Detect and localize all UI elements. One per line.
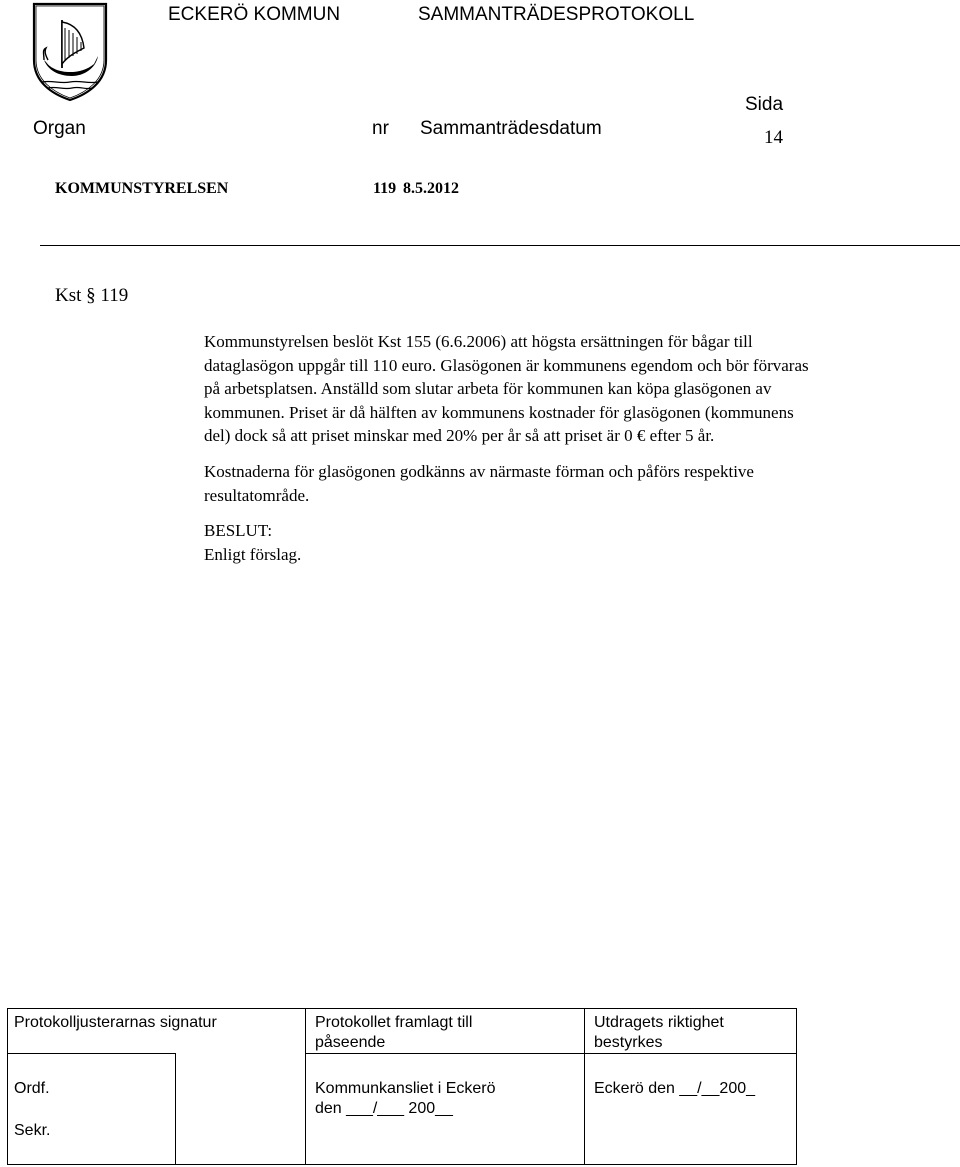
signature-table	[7, 1008, 797, 1165]
organ-value: KOMMUNSTYRELSEN	[55, 180, 229, 197]
table-divider	[305, 1009, 306, 1164]
coat-of-arms-logo	[32, 2, 108, 102]
certification-date: Eckerö den __/__200_	[594, 1080, 756, 1097]
posted-location: Kommunkansliet i Eckerö	[315, 1080, 496, 1097]
header-divider	[40, 245, 960, 246]
chairman-label: Ordf.	[14, 1080, 50, 1097]
section-reference: Kst § 119	[55, 285, 129, 306]
table-divider	[175, 1053, 176, 1164]
nr-label: nr	[372, 118, 389, 139]
table-divider	[305, 1053, 796, 1054]
certification-header: Utdragets riktighet bestyrkes	[594, 1014, 724, 1051]
municipality-name: ECKERÖ KOMMUN	[168, 4, 341, 25]
meeting-date-value: 8.5.2012	[403, 180, 459, 197]
table-divider	[584, 1009, 585, 1164]
posted-date: den ___/___ 200__	[315, 1100, 453, 1117]
nr-value: 119	[373, 180, 397, 197]
secretary-label: Sekr.	[14, 1122, 51, 1139]
posted-header: Protokollet framlagt till påseende	[315, 1014, 473, 1051]
decision-label: BESLUT:	[204, 521, 273, 541]
signature-header: Protokolljusterarnas signatur	[14, 1014, 217, 1031]
body-paragraph-1: Kommunstyrelsen beslöt Kst 155 (6.6.2006) att högsta ersättningen för bågar till dataglasögon uppgår till 110 euro. Glasögonen är kommunens egendom och bör förvaras på arbetsplatsen. Anställd som slutar arbeta för kommunen kan köpa glasögonen av kommunen. Priset är då hälften av kommunens kostnader för glasögonen (kommunens del) dock så att priset minskar med 20% per år så att priset är 0 € efter 5 år.	[204, 332, 809, 446]
document-title: SAMMANTRÄDESPROTOKOLL	[418, 4, 695, 25]
page-label: Sida	[745, 94, 784, 115]
minutes-body	[204, 330, 824, 566]
page-number: 14	[764, 127, 783, 148]
decision-block	[204, 519, 824, 566]
organ-label: Organ	[33, 118, 86, 139]
meeting-date-label: Sammanträdesdatum	[420, 118, 602, 139]
decision-text: Enligt förslag.	[204, 544, 302, 564]
table-divider	[8, 1053, 175, 1054]
body-paragraph-2: Kostnaderna för glasögonen godkänns av närmaste förman och påförs respektive resultatområde.	[204, 461, 754, 505]
